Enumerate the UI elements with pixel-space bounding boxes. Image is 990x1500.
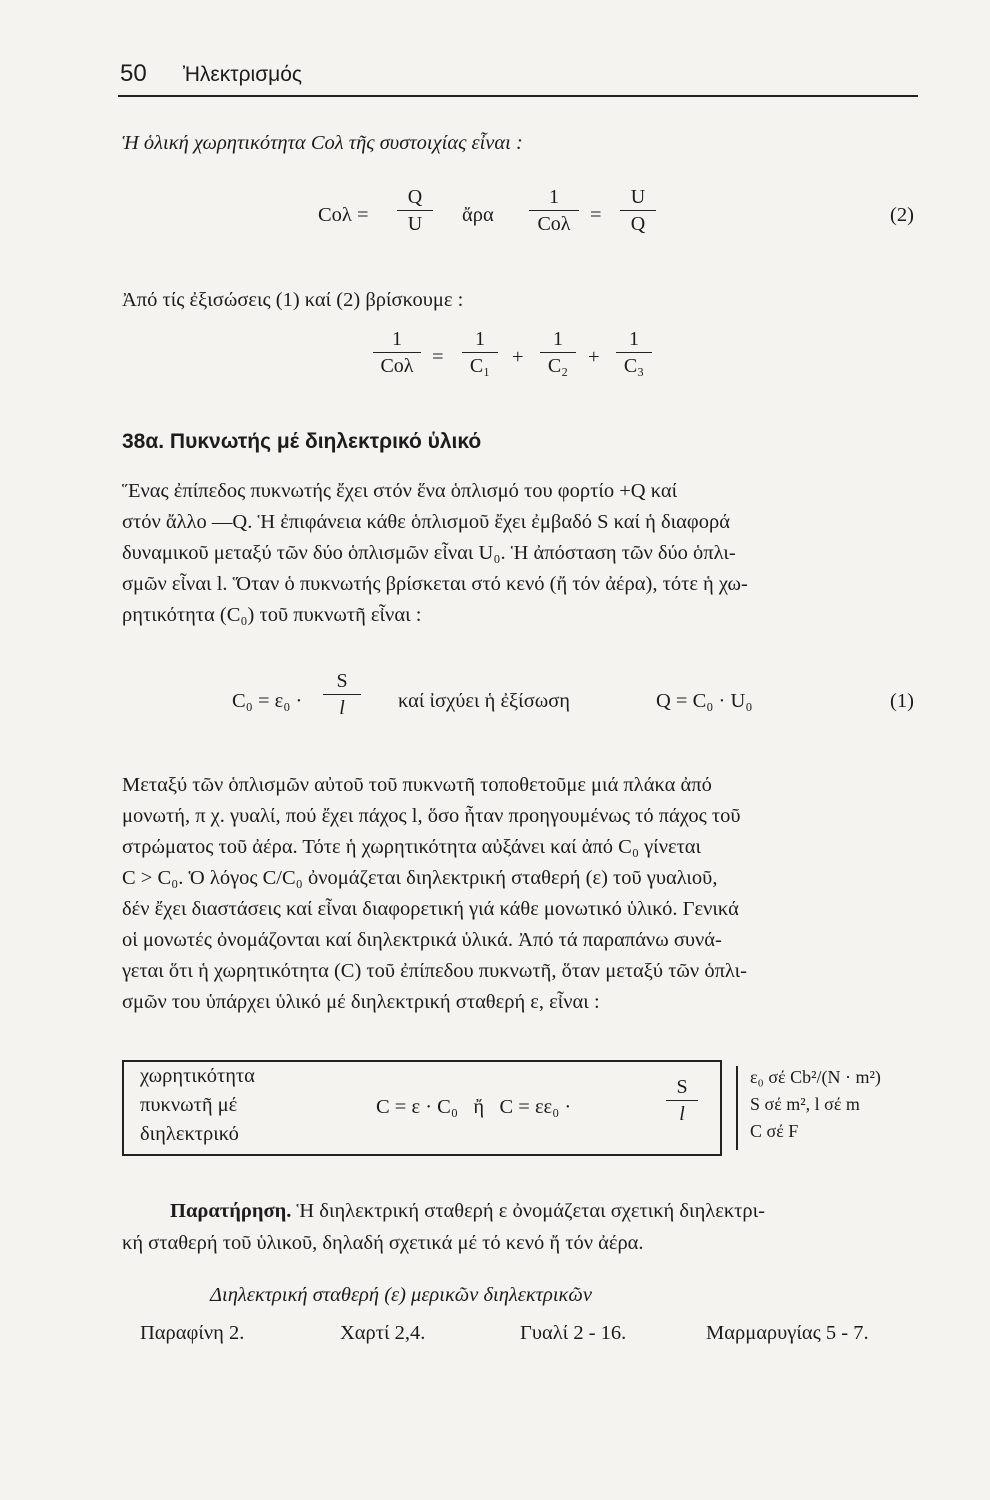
box-label-2: πυκνωτῆ μέ: [140, 1094, 238, 1116]
box-den: l: [679, 1103, 685, 1125]
sum-num1: 1: [475, 328, 485, 350]
eq2-mid: ἄρα: [462, 204, 494, 226]
p2-line4: C > C₀. Ὁ λόγος C/C₀ ὀνομάζεται διηλεκτρική σταθερή (ε) τοῦ γυαλιοῦ,: [122, 867, 718, 889]
sum-num3: 1: [629, 328, 639, 350]
eq2-frac-q-u: [395, 184, 435, 237]
units-list: [750, 1064, 881, 1145]
box-formula: C = ε · C₀ ἤ C = εε₀ ·: [376, 1096, 572, 1118]
eq1-rhs: Q = C₀ · U₀: [656, 690, 753, 712]
eq1-label: (1): [890, 690, 914, 712]
eq2-frac-u-q: [618, 184, 658, 237]
sum-num2: 1: [553, 328, 563, 350]
note-line2: κή σταθερή τοῦ ὑλικοῦ, δηλαδή σχετικά μέ τό κενό ἤ τόν ἀέρα.: [122, 1232, 644, 1254]
box-label-1: χωρητικότητα: [140, 1065, 255, 1087]
box-labels: [140, 1062, 255, 1149]
sum-den0: Cολ: [380, 355, 414, 377]
unit-c: C σέ F: [750, 1121, 799, 1141]
sum-frac-0: [372, 326, 422, 379]
header-rule: [118, 95, 918, 97]
eq2-lhs: Cολ =: [318, 204, 369, 226]
eq2-eq: =: [590, 204, 602, 226]
note: [170, 1196, 922, 1227]
units-brace: [736, 1066, 738, 1150]
running-title: Ἠλεκτρισμός: [182, 63, 303, 86]
p2-line3: στρώματος τοῦ ἀέρα. Τότε ἡ χωρητικότητα αὐξάνει καί ἀπό C₀ γίνεται: [122, 836, 702, 858]
paragraph-2: [122, 770, 922, 1018]
eq1-den: l: [339, 697, 345, 719]
eq2-label: (2): [890, 204, 914, 226]
sum-frac-3: [614, 326, 654, 379]
p2-line8: σμῶν του ὑπάρχει ὑλικό μέ διηλεκτρική σταθερή ε, εἶναι :: [122, 991, 600, 1013]
sum-plus-2: +: [588, 346, 600, 368]
eq2-num1: Q: [407, 186, 423, 208]
eq2-den1: U: [407, 213, 423, 235]
sum-frac-1: [460, 326, 500, 379]
table-item-paper: Χαρτί 2,4.: [340, 1322, 426, 1344]
page-header: [120, 60, 302, 88]
eq2-den2: Cολ: [537, 213, 571, 235]
box-label-3: διηλεκτρικό: [140, 1123, 239, 1145]
page-number: 50: [120, 60, 147, 87]
sum-num0: 1: [392, 328, 402, 350]
eq1-mid: καί ἰσχύει ἡ ἐξίσωση: [398, 690, 571, 712]
eq1-lhs: C₀ = ε₀ ·: [232, 690, 303, 712]
table-item-mica: Μαρμαρυγίας 5 - 7.: [706, 1322, 869, 1344]
sum-den3: C₃: [623, 355, 645, 377]
table-caption: Διηλεκτρική σταθερή (ε) μερικῶν διηλεκτρικῶν: [210, 1284, 592, 1306]
p2-line5: δέν ἔχει διαστάσεις καί εἶναι διαφορετική γιά κάθε μονωτικό ὑλικό. Γενικά: [122, 898, 739, 920]
p2-line1: Μεταξύ τῶν ὁπλισμῶν αὐτοῦ τοῦ πυκνωτῆ τοποθετοῦμε μιά πλάκα ἀπό: [122, 774, 712, 796]
p1-line4: σμῶν εἶναι l. Ὅταν ὁ πυκνωτής βρίσκεται στό κενό (ἤ τόν ἀέρα), τότε ἡ χω-: [122, 573, 748, 595]
eq2-den3: Q: [630, 213, 646, 235]
section-heading: 38α. Πυκνωτής μέ διηλεκτρικό ὑλικό: [122, 430, 482, 453]
p1-line3: δυναμικοῦ μεταξύ τῶν δύο ὁπλισμῶν εἶναι U₀. Ἡ ἀπόσταση τῶν δύο ὁπλι-: [122, 542, 736, 564]
unit-s-l: S σέ m², l σέ m: [750, 1094, 860, 1114]
unit-epsilon0: ε₀ σέ Cb²/(N · m²): [750, 1067, 881, 1087]
sum-den2: C₂: [547, 355, 569, 377]
eq2-frac-1-col: [528, 184, 580, 237]
box-frac: [664, 1074, 700, 1127]
eq2-num2: 1: [549, 186, 559, 208]
paragraph-1: [122, 476, 922, 631]
intro-line: Ἡ ὁλική χωρητικότητα Cολ τῆς συστοιχίας εἶναι :: [122, 132, 523, 154]
note-label: Παρατήρηση.: [170, 1200, 292, 1222]
eq1-num: S: [336, 670, 348, 692]
sum-plus-1: +: [512, 346, 524, 368]
p2-line6: οἱ μονωτές ὀνομάζονται καί διηλεκτρικά ὑλικά. Ἀπό τά παραπάνω συνά-: [122, 929, 722, 951]
p1-line1: Ἕνας ἐπίπεδος πυκνωτής ἔχει στόν ἕνα ὁπλισμό του φορτίο +Q καί: [122, 480, 678, 502]
eq2-num3: U: [630, 186, 646, 208]
p2-line7: γεται ὅτι ἡ χωρητικότητα (C) τοῦ ἐπίπεδου πυκνωτῆ, ὅταν μεταξύ τῶν ὁπλι-: [122, 960, 747, 982]
formula-box: [122, 1060, 722, 1156]
eq1-frac: [322, 668, 362, 721]
sum-eq: =: [432, 346, 444, 368]
p1-line5: ρητικότητα (C₀) τοῦ πυκνωτῆ εἶναι :: [122, 604, 422, 626]
p1-line2: στόν ἄλλο —Q. Ἡ ἐπιφάνεια κάθε ὁπλισμοῦ ἔχει ἐμβαδό S καί ἡ διαφορά: [122, 511, 730, 533]
table-item-paraffin: Παραφίνη 2.: [140, 1322, 245, 1344]
note-line1: Ἡ διηλεκτρική σταθερή ε ὀνομάζεται σχετική διηλεκτρι-: [296, 1200, 765, 1222]
from-eq-line: Ἀπό τίς ἐξισώσεις (1) καί (2) βρίσκουμε :: [122, 289, 464, 311]
sum-frac-2: [538, 326, 578, 379]
p2-line2: μονωτή, π χ. γυαλί, πού ἔχει πάχος l, ὅσο ἦταν προηγουμένως τό πάχος τοῦ: [122, 805, 741, 827]
sum-den1: C₁: [469, 355, 491, 377]
table-item-glass: Γυαλί 2 - 16.: [520, 1322, 627, 1344]
box-num: S: [676, 1076, 688, 1098]
